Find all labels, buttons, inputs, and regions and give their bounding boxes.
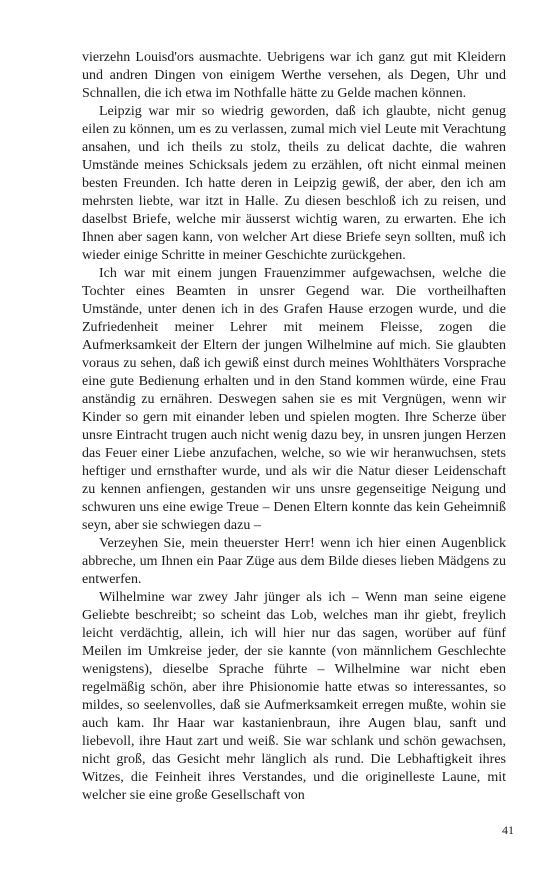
paragraph-apology: Verzeyhen Sie, mein theuerster Herr! wenn ich hier einen Augenblick abbreche, um Ihnen ein Paar Züge aus dem Bilde dieses lieben Mädgens zu entwerfen. bbox=[82, 536, 506, 587]
page-body bbox=[82, 49, 506, 805]
paragraph-wilhelmine: Wilhelmine war zwey Jahr jünger als ich – Wenn man seine eigene Geliebte beschreibt; so scheint das Lob, welches man ihr giebt, freylich leicht verdächtig, allein, ich will hier nur das sagen, worüber auf fünf Meilen im Umkreise jeder, der sie kannte (von männlichem Geschlechte wenigstens), dieselbe Sprache führte – Wilhelmine war nicht eben regelmäßig schön, aber ihre Phisionomie hatte etwas so interessantes, so mildes, so seelenvolles, daß sie Aufmerksamkeit erregen mußte, wohin sie auch kam. Ihr Haar war kastanienbraun, ihre Augen blau, sanft und liebevoll, ihre Haut zart und weiß. Sie war schlank und schön gewachsen, nicht groß, das Gesicht mehr länglich als rund. Die Lebhaftigkeit ihres Witzes, die Feinheit ihres Verstandes, und die originelleste Laune, mit welcher sie eine große Gesellschaft von bbox=[82, 590, 506, 803]
paragraph-childhood: Ich war mit einem jungen Frauenzimmer aufgewachsen, welche die Tochter eines Beamten in unsrer Gegend war. Die vortheilhaften Umstände, unter denen ich in des Grafen Hause erzogen wurde, und die Zufriedenheit meiner Lehrer mit meinem Fleisse, zogen die Aufmerksamkeit der Eltern der jungen Wilhelmine auf mich. Sie glaubten voraus zu sehen, daß ich gewiß einst durch meines Wohlthäters Vorsprache eine gute Bedienung erhalten und in den Stand kommen würde, eine Frau anständig zu ernähren. Deswegen sahen sie es mit Vergnügen, wenn wir Kinder so gern mit einander leben und spielen mogten. Ihre Scherze über unsre Eintracht trugen auch nicht wenig dazu bey, in unsren jungen Herzen das Feuer einer Liebe anzufachen, welche, so wie wir heranwuchsen, stets heftiger und ernsthafter wurde, und als wir die Natur dieser Leidenschaft zu kennen anfiengen, gestanden wir uns unsre gegenseitige Neigung und schwuren uns eine ewige Treue – Denen Eltern konnte das kein Geheimniß seyn, aber sie schwiegen dazu – bbox=[82, 266, 506, 533]
paragraph-leipzig: Leipzig war mir so wiedrig geworden, daß ich glaubte, nicht genug eilen zu können, um es zu verlassen, zumal mich viel Leute mit Verachtung ansahen, und ich theils zu stolz, theils zu delicat dachte, die wahren Umstände meines Schicksals jedem zu erzählen, oft nicht einmal meinen besten Freunden. Ich hatte deren in Leipzig gewiß, der aber, den ich am mehrsten liebte, war itzt in Halle. Zu diesen beschloß ich zu reisen, und daselbst Briefe, welche mir äusserst wichtig waren, zu erwarten. Ehe ich Ihnen aber sagen kann, von welcher Art diese Briefe seyn sollten, muß ich wieder einige Schritte in meiner Geschichte zurückgehen. bbox=[82, 104, 506, 263]
paragraph-continuation: vierzehn Louisd'ors ausmachte. Uebrigens war ich ganz gut mit Kleidern und andren Dingen von einigem Werthe versehen, als Degen, Uhr und Schnallen, die ich etwa im Nothfalle hätte zu Gelde machen können. bbox=[82, 50, 506, 101]
page-number: 41 bbox=[502, 823, 514, 837]
